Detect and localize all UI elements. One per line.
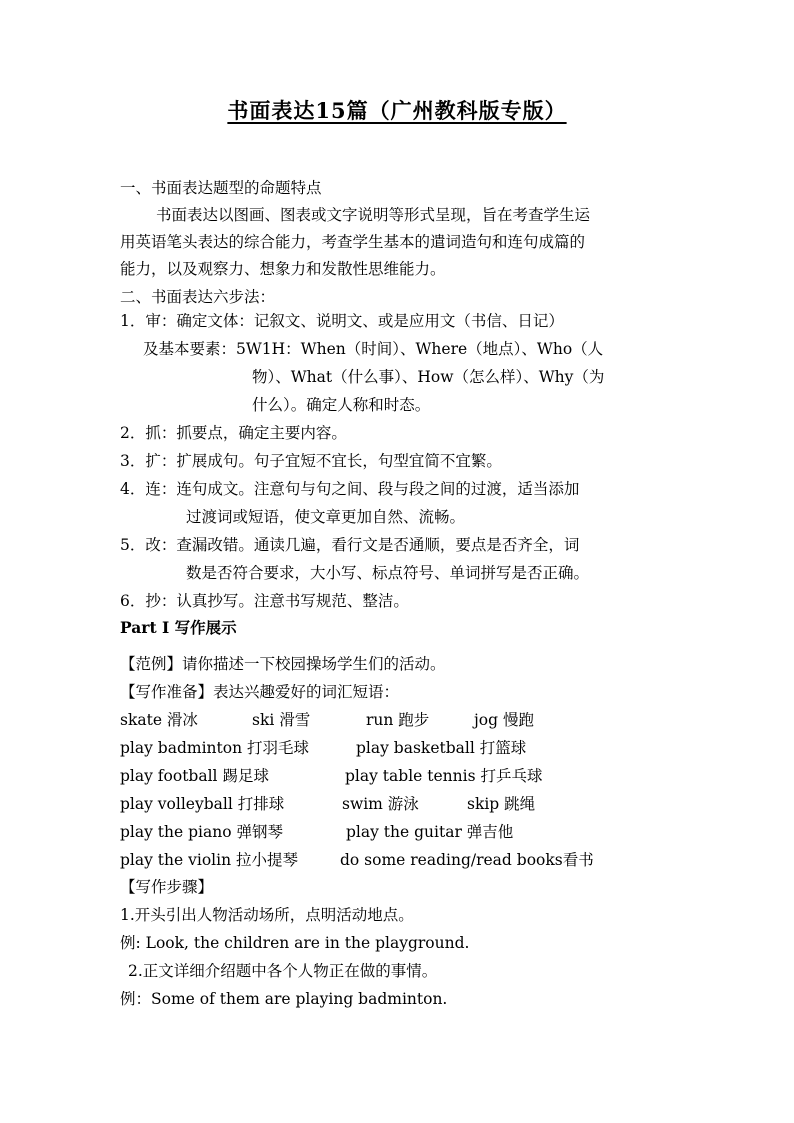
writing-step-example: 例: Look, the children are in the playground. xyxy=(120,934,470,952)
vocab-item: play the guitar 弹吉他 xyxy=(346,823,514,841)
step-line: 6．抄：认真抄写。注意书写规范、整洁。 xyxy=(120,592,409,610)
vocab-item: jog 慢跑 xyxy=(474,711,534,729)
section-1-para-line: 用英语笔头表达的综合能力，考查学生基本的遣词造句和连句成篇的 xyxy=(120,233,586,251)
step-line: 及基本要素：5W1H：When（时间）、Where（地点）、Who（人 xyxy=(143,340,604,358)
vocab-item: swim 游泳 xyxy=(342,795,419,813)
vocab-item: play the piano 弹钢琴 xyxy=(120,823,283,841)
step-line: 数是否符合要求，大小写、标点符号、单词拼写是否正确。 xyxy=(186,564,590,582)
vocab-item: play the violin 拉小提琴 xyxy=(120,851,298,869)
document-title: 书面表达15篇（广州教科版专版） xyxy=(227,98,567,123)
step-line: 1．审：确定文体：记叙文、说明文、或是应用文（书信、日记） xyxy=(120,312,564,330)
vocab-item: run 跑步 xyxy=(366,711,430,729)
example-prompt: 【范例】请你描述一下校园操场学生们的活动。 xyxy=(120,655,446,673)
vocab-item: play football 踢足球 xyxy=(120,767,269,785)
writing-step-example: 例：Some of them are playing badminton. xyxy=(120,990,448,1008)
steps-heading: 【写作步骤】 xyxy=(120,878,214,896)
step-line: 4．连：连句成文。注意句与句之间、段与段之间的过渡，适当添加 xyxy=(120,480,580,498)
vocab-item: skate 滑冰 xyxy=(120,711,198,729)
step-line: 2．抓：抓要点，确定主要内容。 xyxy=(120,424,347,442)
vocab-item: do some reading/read books看书 xyxy=(340,851,594,869)
writing-step: 1.开头引出人物活动场所，点明活动地点。 xyxy=(120,906,414,924)
step-line: 物）、What（什么事）、How（怎么样）、Why（为 xyxy=(252,368,605,386)
prep-heading: 【写作准备】表达兴趣爱好的词汇短语： xyxy=(120,683,400,701)
step-line: 5．改：查漏改错。通读几遍，看行文是否通顺，要点是否齐全，词 xyxy=(120,536,580,554)
vocab-item: ski 滑雪 xyxy=(252,711,311,729)
vocab-item: skip 跳绳 xyxy=(467,795,536,813)
section-1-para-line: 书面表达以图画、图表或文字说明等形式呈现，旨在考查学生运 xyxy=(156,206,591,224)
writing-step: 2.正文详细介绍题中各个人物正在做的事情。 xyxy=(128,962,438,980)
vocab-item: play volleyball 打排球 xyxy=(120,795,285,813)
part-1-heading: Part I 写作展示 xyxy=(120,618,237,637)
section-2-heading: 二、书面表达六步法： xyxy=(120,288,276,306)
section-1-para-line: 能力，以及观察力、想象力和发散性思维能力。 xyxy=(120,260,446,278)
step-line: 什么）。确定人称和时态。 xyxy=(252,396,431,414)
step-line: 3．扩：扩展成句。句子宜短不宜长，句型宜简不宜繁。 xyxy=(120,452,502,470)
vocab-item: play badminton 打羽毛球 xyxy=(120,739,309,757)
vocab-item: play table tennis 打乒乓球 xyxy=(345,767,543,785)
step-line: 过渡词或短语，使文章更加自然、流畅。 xyxy=(186,508,466,526)
section-1-heading: 一、书面表达题型的命题特点 xyxy=(120,179,322,197)
vocab-item: play basketball 打篮球 xyxy=(356,739,527,757)
